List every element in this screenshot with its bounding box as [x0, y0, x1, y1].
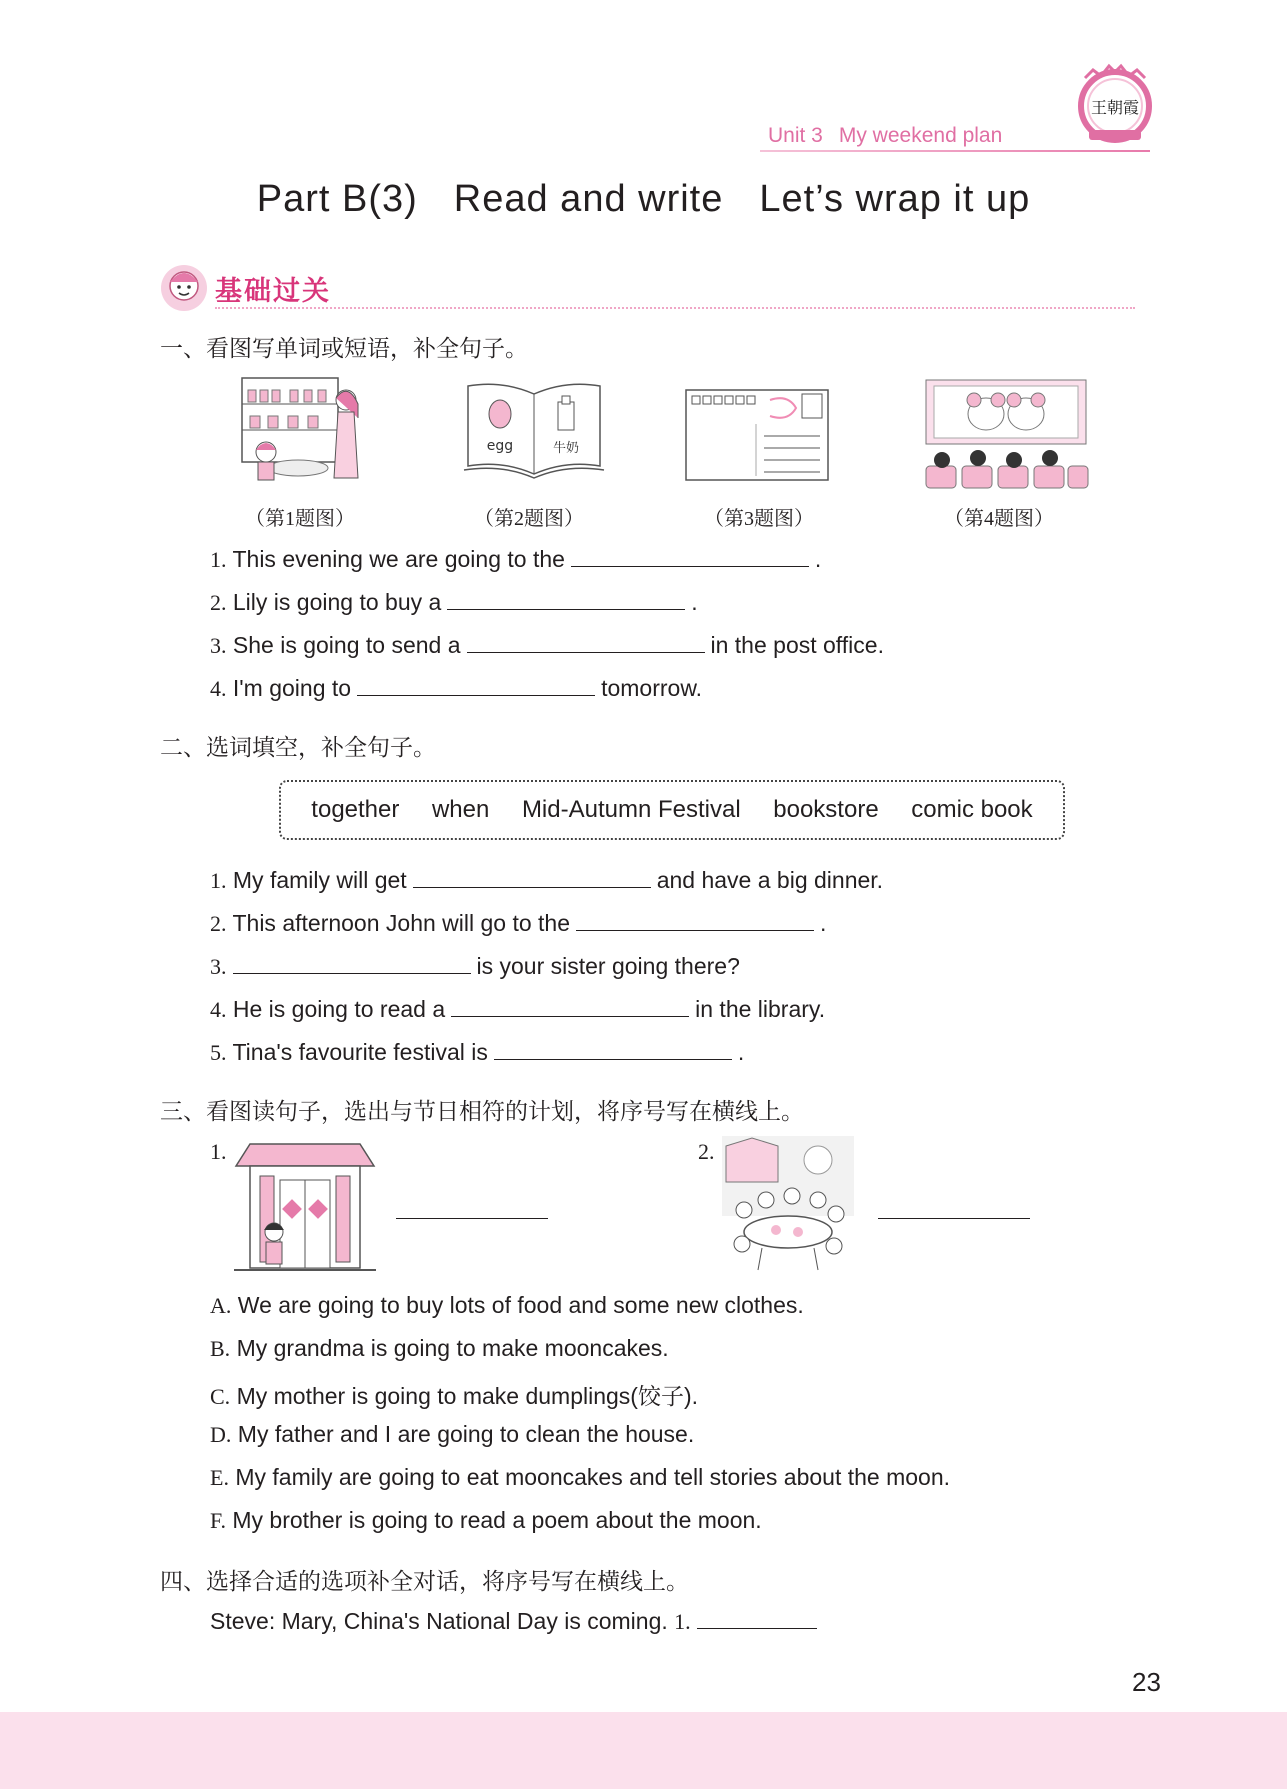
s1-item-1: 1. This evening we are going to the . — [210, 546, 822, 572]
word-bank-item: Mid-Autumn Festival — [521, 796, 741, 823]
s3-option-b: B. My grandma is going to make mooncakes. — [210, 1335, 669, 1361]
postcard-picture — [684, 388, 830, 482]
section4-heading: 四、选择合适的选项补全对话，将序号写在横线上。 — [160, 1568, 689, 1594]
cinema-picture — [922, 378, 1090, 490]
s2-item-4: 4. He is going to read a in the library. — [210, 996, 826, 1022]
section1-heading: 一、看图写单词或短语，补全句子。 — [160, 335, 528, 361]
page-number: 23 — [1132, 1667, 1161, 1697]
s3-option-f: F. My brother is going to read a poem about the moon. — [210, 1507, 762, 1533]
footer-band — [0, 1712, 1287, 1789]
answer-blank[interactable] — [494, 1037, 732, 1060]
s3-pic2-blank-row — [872, 1196, 1036, 1225]
spring-festival-picture — [234, 1136, 376, 1274]
part-label: Part B(3) — [256, 178, 418, 220]
section-banner-title: 基础过关 — [215, 276, 331, 306]
caption-pic2: （第2题图） — [474, 508, 584, 530]
answer-blank[interactable] — [447, 587, 685, 610]
s3-option-a: A. We are going to buy lots of food and some new clothes. — [210, 1292, 804, 1318]
word-bank-item: comic book — [911, 796, 1033, 823]
s1-item-4: 4. I'm going to tomorrow. — [210, 675, 703, 701]
answer-blank[interactable] — [396, 1196, 548, 1219]
word-bank-item: when — [431, 796, 490, 823]
answer-blank[interactable] — [878, 1196, 1030, 1219]
picture-book-picture — [462, 380, 606, 480]
unit-title: My weekend plan — [838, 124, 1003, 147]
section3-heading: 三、看图读句子，选出与节日相符的计划，将序号写在横线上。 — [160, 1098, 804, 1124]
s1-item-3: 3. She is going to send a in the post office. — [210, 632, 884, 658]
caption-pic4: （第4题图） — [944, 508, 1054, 530]
s1-item-2: 2. Lily is going to buy a . — [210, 589, 698, 615]
answer-blank[interactable] — [571, 544, 809, 567]
page-title — [0, 178, 1287, 221]
mid-autumn-picture — [722, 1136, 854, 1274]
caption-pic3: （第3题图） — [704, 508, 814, 530]
logo-text: 王朝霞 — [1090, 98, 1140, 117]
answer-blank[interactable] — [451, 994, 689, 1017]
s3-pic1-num: 1. — [210, 1139, 227, 1164]
word-bank — [279, 780, 1065, 840]
answer-blank[interactable] — [697, 1606, 817, 1629]
answer-blank[interactable] — [413, 865, 651, 888]
title-read-write: Read and write — [453, 178, 724, 220]
banner-divider — [215, 307, 1135, 309]
word-bank-item: together — [311, 796, 400, 823]
caption-pic1: （第1题图） — [245, 508, 355, 530]
s3-pic1-blank-row — [390, 1196, 554, 1225]
s2-item-5: 5. Tina's favourite festival is . — [210, 1039, 745, 1065]
answer-blank[interactable] — [233, 951, 471, 974]
answer-blank[interactable] — [467, 630, 705, 653]
supermarket-picture — [238, 374, 370, 486]
title-wrap-up: Let’s wrap it up — [759, 178, 1031, 220]
s3-pic2-num: 2. — [698, 1139, 715, 1164]
section2-heading: 二、选词填空，补全句子。 — [160, 734, 436, 760]
s3-option-d: D. My father and I are going to clean the house. — [210, 1421, 695, 1447]
answer-blank[interactable] — [357, 673, 595, 696]
picture-word-milk: 牛奶 — [552, 441, 580, 456]
header-rule — [760, 150, 1150, 152]
s3-option-c: C. My mother is going to make dumplings(饺子). — [210, 1383, 699, 1409]
s2-item-3: 3. is your sister going there? — [210, 953, 740, 979]
publisher-logo — [1075, 58, 1155, 148]
s2-item-2: 2. This afternoon John will go to the . — [210, 910, 827, 936]
girl-avatar-icon — [158, 262, 210, 314]
word-bank-item: bookstore — [773, 796, 879, 823]
s3-option-e: E. My family are going to eat mooncakes and tell stories about the moon. — [210, 1464, 951, 1490]
picture-word-egg: egg — [486, 438, 514, 454]
s2-item-1: 1. My family will get and have a big dinner. — [210, 867, 884, 893]
unit-header — [768, 124, 1018, 148]
unit-label: Unit 3 — [768, 124, 823, 147]
answer-blank[interactable] — [576, 908, 814, 931]
s4-dialogue-line1: Steve: Mary, China's National Day is coming. 1. — [210, 1606, 823, 1635]
